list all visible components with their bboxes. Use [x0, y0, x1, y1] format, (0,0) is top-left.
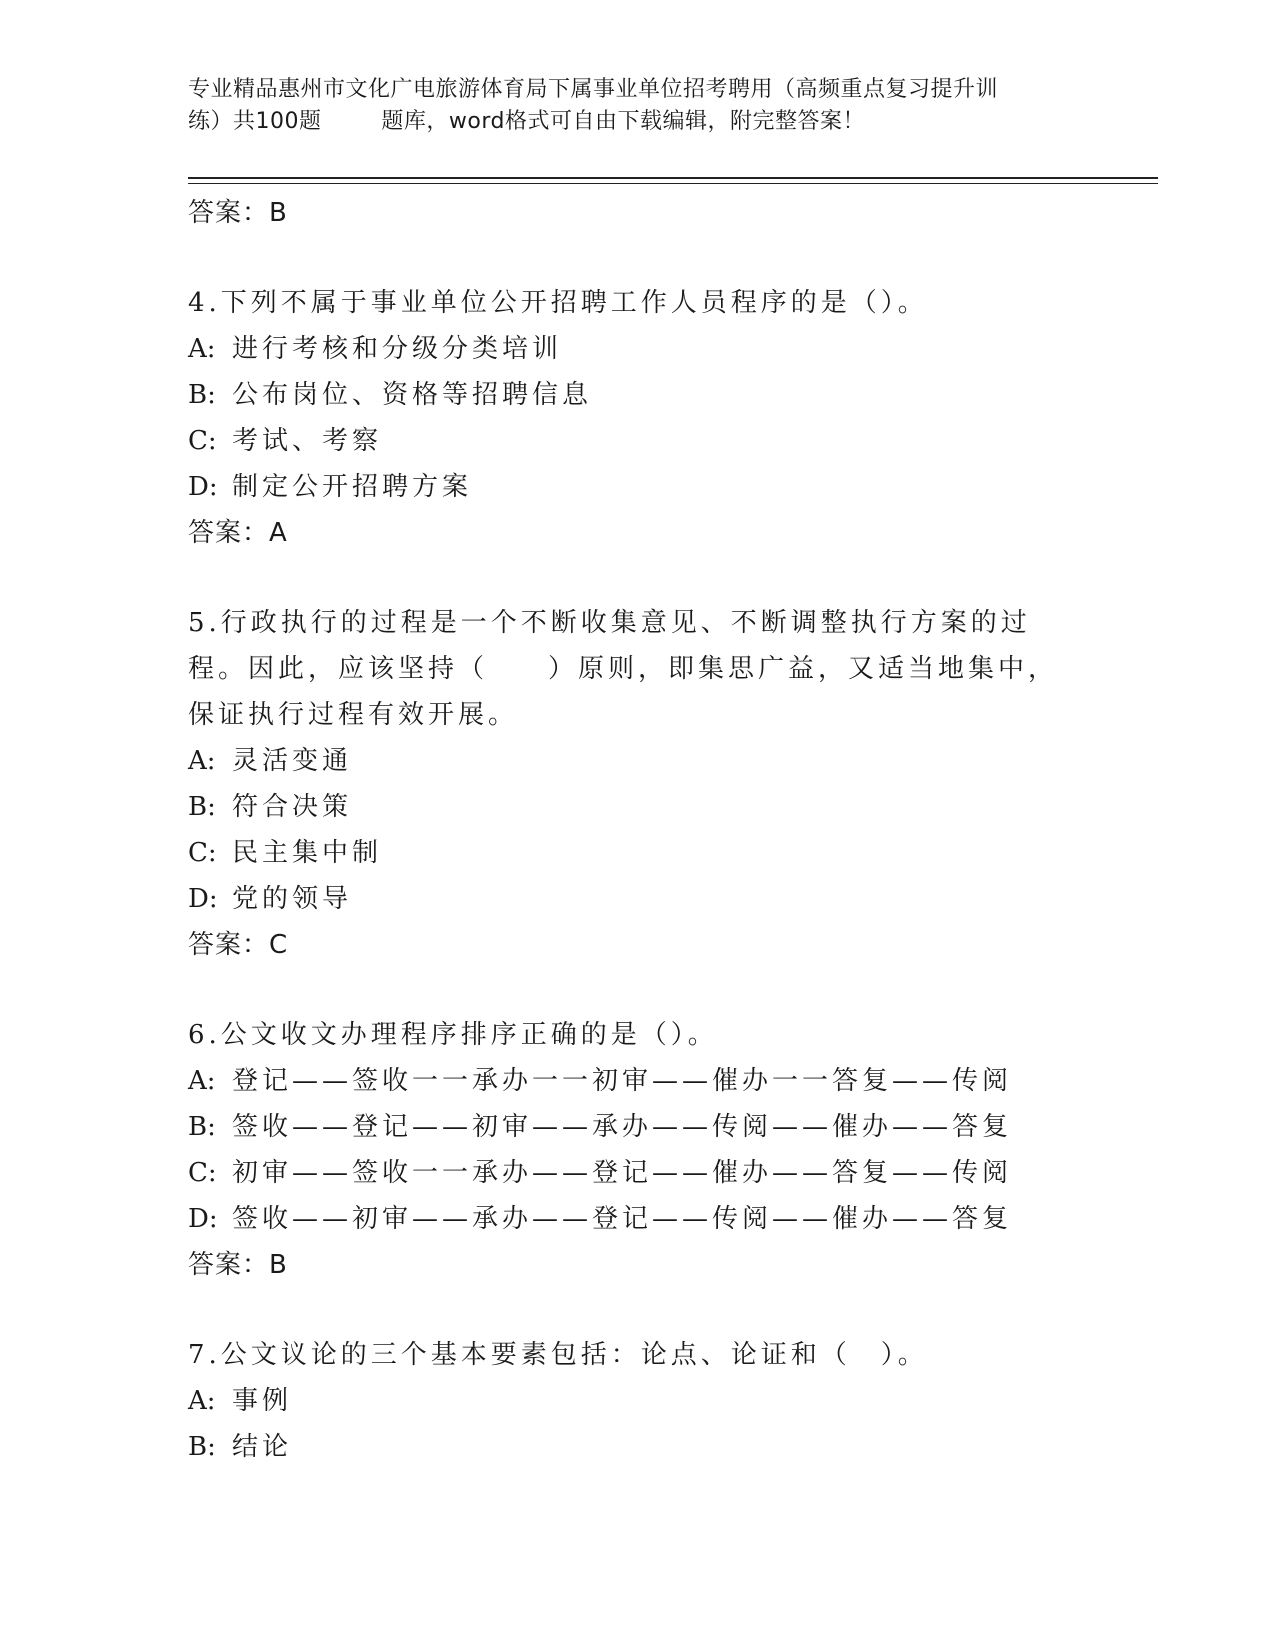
option-letter: B: [188, 792, 216, 822]
question-6 [188, 1012, 1148, 1288]
header-divider-thin [188, 183, 1158, 184]
question-4-option-c [188, 418, 1148, 464]
option-text: 结论 [232, 1432, 293, 1462]
option-letter: C: [188, 426, 217, 456]
option-letter: D: [188, 884, 218, 914]
question-7-option-a [188, 1378, 1148, 1424]
option-text: 党的领导 [232, 884, 353, 914]
question-6-option-b [188, 1104, 1148, 1150]
question-5-option-d [188, 876, 1148, 922]
question-5-option-c [188, 830, 1148, 876]
question-4 [188, 280, 1148, 556]
option-letter: A: [188, 1386, 216, 1416]
header-title-line-1: 专业精品惠州市文化广电旅游体育局下属事业单位招考聘用（高频重点复习提升训 [188, 77, 999, 102]
question-4-text: 4.下列不属于事业单位公开招聘工作人员程序的是（）。 [188, 288, 928, 318]
question-5-text: 5.行政执行的过程是一个不断收集意见、不断调整执行方案的过程。因此，应该坚持（ ）原则，即集思广益，又适当地集中，保证执行过程有效开展。 [188, 608, 1059, 730]
question-7-text: 7.公文议论的三个基本要素包括：论点、论证和（ ）。 [188, 1340, 928, 1370]
option-text: 签收——初审——承办——登记——传阅——催办——答复 [232, 1204, 1013, 1234]
question-6-text: 6.公文收文办理程序排序正确的是（）。 [188, 1020, 718, 1050]
option-letter: B: [188, 1112, 216, 1142]
document-header [188, 74, 1088, 138]
question-5 [188, 600, 1148, 968]
option-text: 登记——签收一一承办一一初审——催办一一答复——传阅 [232, 1066, 1013, 1096]
question-4-option-d [188, 464, 1148, 510]
option-text: 灵活变通 [232, 746, 353, 776]
question-4-answer: 答案：A [188, 518, 288, 548]
question-7-option-b [188, 1424, 1148, 1470]
question-7 [188, 1332, 1148, 1470]
option-text: 符合决策 [232, 792, 353, 822]
question-6-option-a [188, 1058, 1148, 1104]
option-text: 事例 [232, 1386, 293, 1416]
answer-previous: 答案：B [188, 198, 288, 228]
option-letter: C: [188, 1158, 217, 1188]
option-text: 进行考核和分级分类培训 [232, 334, 563, 364]
question-5-option-a [188, 738, 1148, 784]
option-text: 初审——签收一一承办——登记——催办——答复——传阅 [232, 1158, 1013, 1188]
option-letter: A: [188, 1066, 216, 1096]
option-text: 制定公开招聘方案 [232, 472, 473, 502]
question-4-option-a [188, 326, 1148, 372]
question-6-option-d [188, 1196, 1148, 1242]
question-5-answer: 答案：C [188, 930, 289, 960]
option-letter: B: [188, 1432, 216, 1462]
option-letter: B: [188, 380, 216, 410]
question-5-option-b [188, 784, 1148, 830]
option-text: 民主集中制 [232, 838, 383, 868]
option-text: 公布岗位、资格等招聘信息 [232, 380, 593, 410]
question-4-option-b [188, 372, 1148, 418]
option-letter: D: [188, 472, 218, 502]
option-letter: A: [188, 334, 216, 364]
document-body [188, 190, 1148, 1470]
option-text: 签收——登记——初审——承办——传阅——催办——答复 [232, 1112, 1013, 1142]
option-letter: C: [188, 838, 217, 868]
question-6-option-c [188, 1150, 1148, 1196]
option-letter: A: [188, 746, 216, 776]
option-text: 考试、考察 [232, 426, 383, 456]
option-letter: D: [188, 1204, 218, 1234]
question-6-answer: 答案：B [188, 1250, 288, 1280]
header-title-line-2: 练）共100题 题库，word格式可自由下载编辑，附完整答案！ [188, 109, 866, 134]
header-divider-thick [188, 177, 1158, 179]
